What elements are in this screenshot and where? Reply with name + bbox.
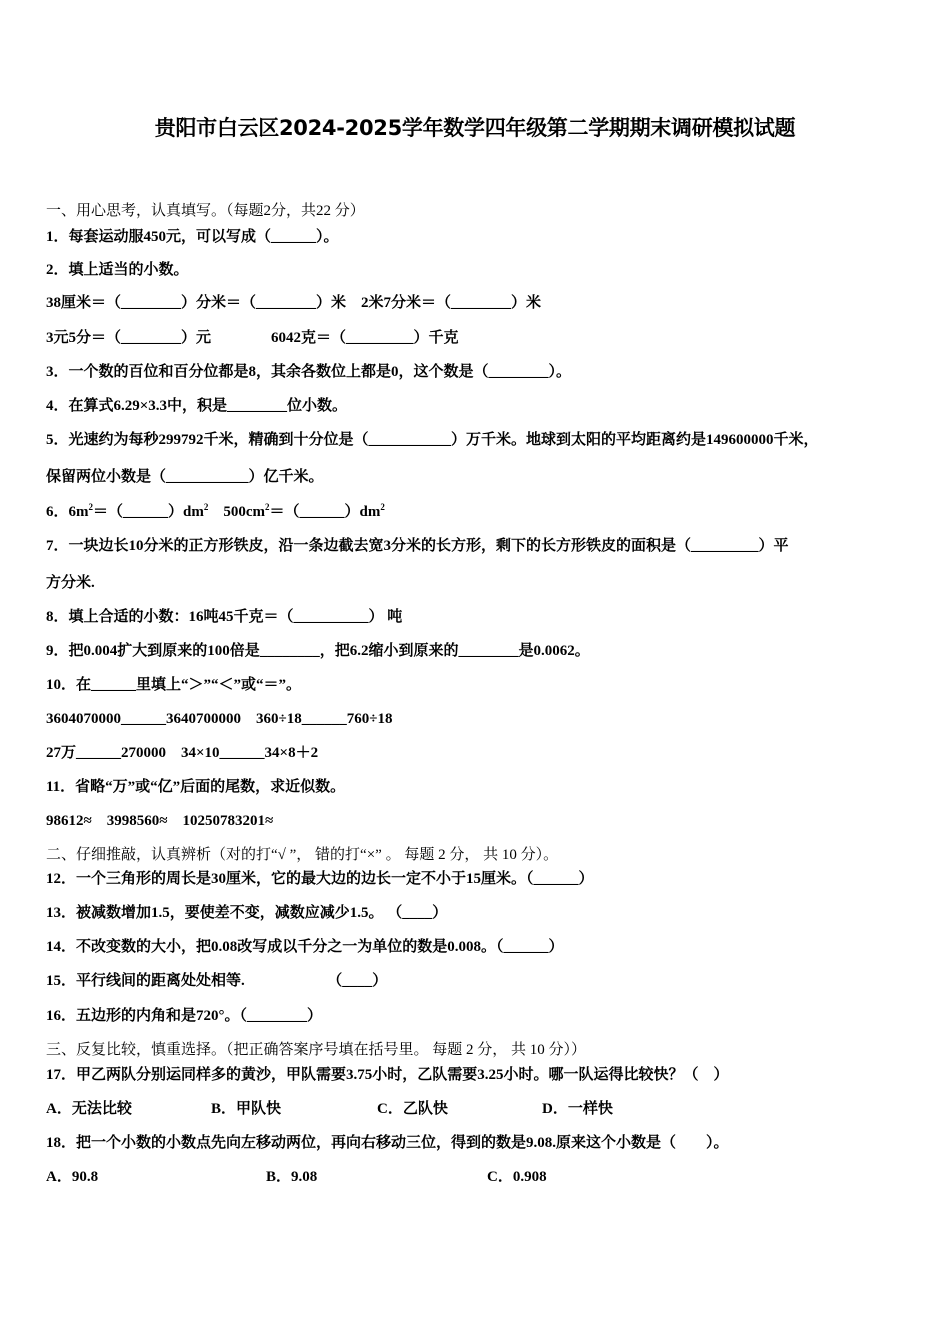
question-15: 15．平行线间的距离处处相等. （____）	[46, 973, 388, 989]
question-2-part-a: 38厘米＝（________）分米＝（________）米 2米7分米＝（________）米	[46, 295, 542, 311]
question-10-part-b: 27万______270000 34×10______34×8＋2	[46, 745, 319, 761]
question-2-part-b: 3元5分＝（________）元 6042克＝（_________）千克	[46, 330, 459, 346]
question-14: 14．不改变数的大小，把0.08改写成以千分之一为单位的数是0.008。（______）	[46, 939, 564, 955]
q6-sup-2: 2	[203, 502, 209, 512]
q6-sup-4: 2	[380, 502, 385, 512]
question-10: 10．在______里填上“＞”“＜”或“＝”。	[46, 677, 302, 693]
q6-text-1: 6．6m	[46, 504, 89, 520]
section-1-heading: 一、用心思考，认真填写。（每题2分，共22 分）	[46, 203, 365, 219]
q17-option-b: B．甲队快	[211, 1101, 282, 1117]
question-11: 11．省略“万”或“亿”后面的尾数，求近似数。	[46, 779, 346, 795]
q6-sup-3: 2	[265, 502, 270, 512]
q17-option-d: D．一样快	[542, 1101, 613, 1117]
q6-sup-1: 2	[88, 502, 93, 512]
q6-text-2: ＝（______）dm	[93, 504, 204, 520]
question-10-part-a: 3604070000______3640700000 360÷18______760÷18	[46, 711, 393, 727]
question-2: 2．填上适当的小数。	[46, 262, 189, 278]
q17-option-a: A．无法比较	[46, 1101, 132, 1117]
question-17: 17．甲乙两队分别运同样多的黄沙，甲队需要3.75小时，乙队需要3.25小时。哪一队运得比较快？（ ）	[46, 1067, 729, 1083]
section-2-heading: 二、仔细推敲，认真辨析（对的打“√ ”， 错的打“×” 。 每题 2 分， 共 10 分）。	[46, 847, 559, 863]
section-3-heading: 三、反复比较，慎重选择。（把正确答案序号填在括号里。 每题 2 分， 共 10 分））	[46, 1042, 587, 1058]
q18-option-b: B．9.08	[266, 1169, 318, 1185]
question-4: 4．在算式6.29×3.3中，积是________位小数。	[46, 398, 348, 414]
question-5-line-1: 5．光速约为每秒299792千米，精确到十分位是（___________）万千米。地球到太阳的平均距离约是149600000千米，	[46, 432, 819, 448]
q18-option-c: C．0.908	[487, 1169, 547, 1185]
q17-option-c: C．乙队快	[377, 1101, 448, 1117]
question-16: 16．五边形的内角和是720°。（________）	[46, 1008, 322, 1024]
question-7-line-2: 方分米.	[46, 575, 95, 591]
q18-option-a: A．90.8	[46, 1169, 99, 1185]
question-11-part-a: 98612≈ 3998560≈ 10250783201≈	[46, 813, 274, 829]
question-18: 18．把一个小数的小数点先向左移动两位，再向右移动三位，得到的数是9.08.原来这个小数是（ ）。	[46, 1135, 729, 1151]
q6-text-4: ＝（______）dm	[269, 504, 381, 520]
question-8: 8．填上合适的小数：16吨45千克＝（__________） 吨	[46, 609, 403, 625]
question-7-line-1: 7．一块边长10分米的正方形铁皮，沿一条边截去宽3分米的长方形，剩下的长方形铁皮的面积是（_________）平	[46, 538, 789, 554]
question-3: 3．一个数的百位和百分位都是8，其余各数位上都是0，这个数是（________）。	[46, 364, 572, 380]
question-1: 1．每套运动服450元，可以写成（______）。	[46, 229, 339, 245]
question-13: 13．被减数增加1.5，要使差不变，减数应减少1.5。 （____）	[46, 905, 448, 921]
question-9: 9．把0.004扩大到原来的100倍是________，把6.2缩小到原来的________是0.0062。	[46, 643, 590, 659]
question-5-line-2: 保留两位小数是（___________）亿千米。	[46, 469, 324, 485]
question-6	[46, 502, 385, 522]
page-title: 贵阳市白云区2024-2025学年数学四年级第二学期期末调研模拟试题	[154, 116, 796, 140]
question-12: 12．一个三角形的周长是30厘米，它的最大边的边长一定不小于15厘米。（______）	[46, 871, 594, 887]
q6-text-3: 500cm	[208, 504, 265, 520]
